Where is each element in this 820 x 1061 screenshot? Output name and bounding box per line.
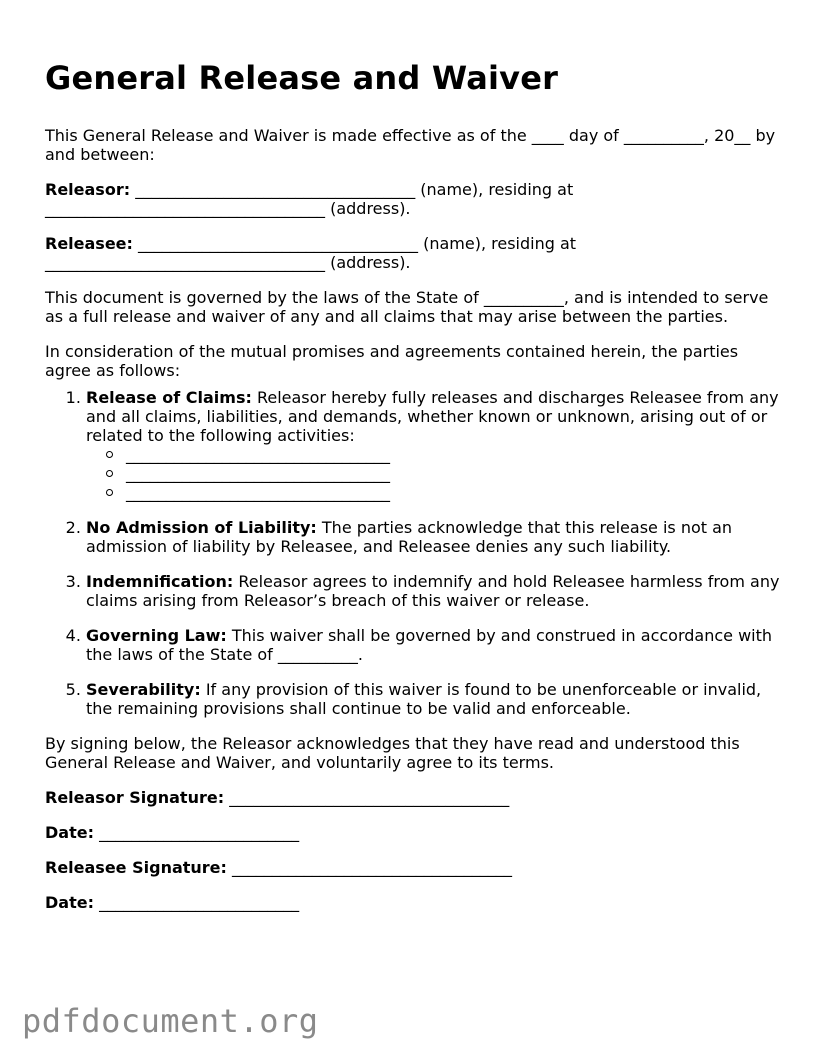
releasee-date-field (45, 893, 785, 912)
releasee-name-blank[interactable]: ___________________________________ (name), residing at (132, 234, 577, 253)
releasee-label: Releasee: (45, 234, 133, 253)
date-label: Date: (45, 823, 94, 842)
releasee-signature-field (45, 858, 785, 877)
releasor-signature-field (45, 788, 785, 807)
watermark: pdfdocument.org (22, 1002, 319, 1040)
releasor-address-blank[interactable]: ___________________________________ (address). (45, 199, 411, 218)
clause-text: If any provision of this waiver is found to be unenforceable or invalid, the remaining provisions shall continue to be valid and enforceable. (86, 680, 762, 718)
document-title: General Release and Waiver (45, 59, 559, 97)
clause-heading: Indemnification: (86, 572, 234, 591)
releasee-address-blank[interactable]: ___________________________________ (address). (45, 253, 411, 272)
clause-item (86, 572, 785, 610)
releasee-field (45, 234, 785, 272)
clause-item (86, 626, 785, 664)
activity-blank-list (86, 445, 785, 502)
releasor-signature-label: Releasor Signature: (45, 788, 225, 807)
document-page (45, 58, 785, 928)
date-label: Date: (45, 893, 94, 912)
clause-text: The parties acknowledge that this release is not an admission of liability by Releasee, and Releasee denies any such liability. (86, 518, 733, 556)
date-blank[interactable]: _________________________ (93, 893, 300, 912)
intro-paragraph: This General Release and Waiver is made effective as of the ____ day of __________, 20__ by and between: (45, 126, 776, 164)
acknowledgment-paragraph: By signing below, the Releasor acknowledges that they have read and understood this General Release and Waiver, and voluntarily agree to its terms. (45, 734, 740, 772)
releasor-signature-blank[interactable]: ___________________________________ (224, 788, 510, 807)
releasor-label: Releasor: (45, 180, 131, 199)
governing-paragraph: This document is governed by the laws of the State of __________, and is intended to serve as a full release and waiver of any and all claims that may arise between the parties. (45, 288, 769, 326)
clause-item (86, 518, 785, 556)
consideration-paragraph: In consideration of the mutual promises and agreements contained herein, the parties agree as follows: (45, 342, 739, 380)
releasor-name-blank[interactable]: ___________________________________ (name), residing at (130, 180, 574, 199)
clause-heading: Release of Claims: (86, 388, 252, 407)
clause-text: This waiver shall be governed by and construed in accordance with the laws of the State of __________. (86, 626, 773, 664)
clause-list (45, 388, 785, 718)
releasor-field (45, 180, 785, 218)
clause-item (86, 680, 785, 718)
releasee-signature-blank[interactable]: ___________________________________ (226, 858, 513, 877)
releasee-signature-label: Releasee Signature: (45, 858, 227, 877)
date-blank[interactable]: _________________________ (93, 823, 300, 842)
clause-heading: Severability: (86, 680, 201, 699)
clause-text: Releasor hereby fully releases and discharges Releasee from any and all claims, liabilities, and demands, whether known or unknown, arising out of or related to the following activities: (86, 388, 779, 445)
releasor-date-field (45, 823, 785, 842)
activity-blank[interactable]: _________________________________ (106, 445, 785, 464)
clause-text: Releasor agrees to indemnify and hold Releasee harmless from any claims arising from Releasor’s breach of this waiver or release. (86, 572, 780, 610)
activity-blank[interactable]: _________________________________ (106, 483, 785, 502)
clause-heading: No Admission of Liability: (86, 518, 317, 537)
activity-blank[interactable]: _________________________________ (106, 464, 785, 483)
clause-heading: Governing Law: (86, 626, 227, 645)
clause-item (86, 388, 785, 502)
